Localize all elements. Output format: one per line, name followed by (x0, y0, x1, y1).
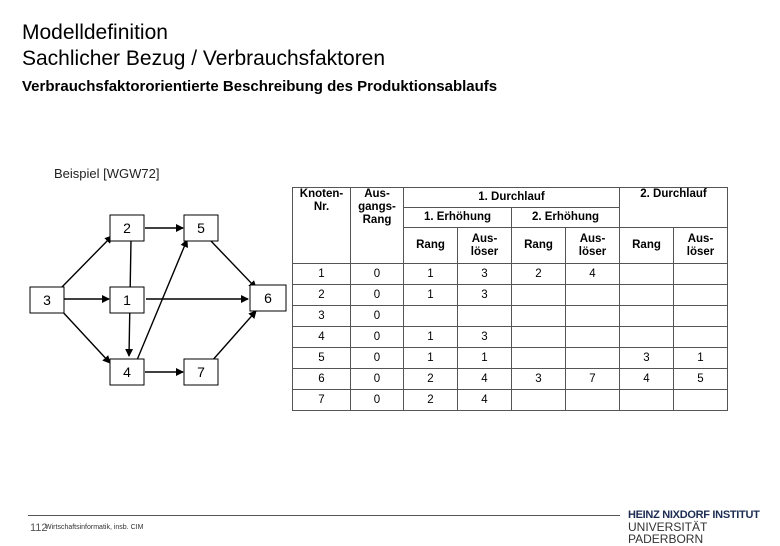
node-5 (184, 215, 218, 241)
cell (566, 285, 620, 306)
svg-text:4: 4 (123, 364, 131, 380)
cell (458, 306, 512, 327)
table-row (293, 348, 728, 369)
cell: 5 (293, 348, 351, 369)
node-4 (110, 359, 144, 385)
cell (620, 264, 674, 285)
cell: 0 (351, 306, 404, 327)
cell: 6 (293, 369, 351, 390)
cell: 1 (293, 264, 351, 285)
header-ausloeser: Aus- löser (458, 228, 512, 264)
cell: 2 (404, 369, 458, 390)
cell: 1 (458, 348, 512, 369)
cell: 4 (293, 327, 351, 348)
cell (674, 264, 728, 285)
cell: 1 (404, 285, 458, 306)
cell (674, 327, 728, 348)
node-7 (184, 359, 218, 385)
cell (674, 306, 728, 327)
precedence-graph (0, 0, 290, 400)
edge-7-6 (211, 311, 256, 362)
table-row (293, 264, 728, 285)
node-3 (30, 287, 64, 313)
cell: 0 (351, 348, 404, 369)
svg-text:7: 7 (197, 364, 205, 380)
cell (674, 285, 728, 306)
cell: 0 (351, 264, 404, 285)
cell: 0 (351, 327, 404, 348)
cell: 7 (293, 390, 351, 411)
svg-text:5: 5 (197, 220, 205, 236)
edge-5-6 (210, 240, 256, 288)
logo-line-1: HEINZ NIXDORF INSTITUT (628, 509, 760, 521)
svg-text:3: 3 (43, 292, 51, 308)
cell (566, 306, 620, 327)
cell: 0 (351, 369, 404, 390)
cell: 4 (566, 264, 620, 285)
cell: 1 (404, 327, 458, 348)
cell: 0 (351, 390, 404, 411)
svg-text:1: 1 (123, 292, 131, 308)
page-number: 112 (30, 522, 48, 534)
graph-nodes (30, 215, 286, 385)
cell: 3 (458, 264, 512, 285)
cell: 5 (674, 369, 728, 390)
node-6 (250, 285, 286, 311)
header-ausloeser: Aus- löser (674, 228, 728, 264)
cell: 0 (351, 285, 404, 306)
node-1 (110, 287, 144, 313)
cell: 4 (458, 390, 512, 411)
cell: 4 (458, 369, 512, 390)
page-subtitle: Verbrauchsfaktororientierte Beschreibung des Produktionsablaufs (22, 78, 498, 95)
table-row (293, 285, 728, 306)
svg-text:2: 2 (123, 220, 131, 236)
cell (566, 327, 620, 348)
cell: 2 (404, 390, 458, 411)
cell: 7 (566, 369, 620, 390)
header-erhoehung-2: 2. Erhöhung (512, 208, 620, 228)
svg-text:6: 6 (264, 290, 272, 306)
cell: 3 (620, 348, 674, 369)
cell (512, 285, 566, 306)
node-2 (110, 215, 144, 241)
header-rang: Rang (620, 228, 674, 264)
cell (512, 306, 566, 327)
edge-3-2 (60, 236, 112, 289)
table-row (293, 390, 728, 411)
cell: 3 (458, 327, 512, 348)
cell (620, 390, 674, 411)
table-row (293, 306, 728, 327)
footer-divider (28, 515, 620, 516)
header-durchlauf-2: 2. Durchlauf (620, 188, 728, 228)
title-line-1: Modelldefinition (22, 21, 168, 44)
graph-edges (60, 228, 256, 372)
cell: 3 (458, 285, 512, 306)
cell: 1 (674, 348, 728, 369)
header-durchlauf-1: 1. Durchlauf (404, 188, 620, 208)
edge-3-4 (60, 309, 110, 363)
cell (512, 390, 566, 411)
header-ausloeser: Aus- löser (566, 228, 620, 264)
title-line-2: Sachlicher Bezug / Verbrauchsfaktoren (22, 47, 386, 70)
cell: 3 (512, 369, 566, 390)
cell: 1 (404, 348, 458, 369)
cell: 4 (620, 369, 674, 390)
cell (620, 285, 674, 306)
cell (566, 390, 620, 411)
cell (512, 348, 566, 369)
cell: 3 (293, 306, 351, 327)
verbrauchsfaktor-table (292, 187, 728, 411)
header-ausgangsrang: Aus- gangs- Rang (351, 188, 404, 264)
cell: 2 (293, 285, 351, 306)
header-knoten-nr: Knoten- Nr. (293, 188, 351, 264)
header-rang: Rang (512, 228, 566, 264)
cell (620, 327, 674, 348)
header-erhoehung-1: 1. Erhöhung (404, 208, 512, 228)
cell (620, 306, 674, 327)
cell (674, 390, 728, 411)
table-row (293, 327, 728, 348)
logo-line-2: UNIVERSITÄT PADERBORN (628, 520, 708, 546)
example-label: Beispiel [WGW72] (54, 166, 160, 181)
cell (404, 306, 458, 327)
cell: 1 (404, 264, 458, 285)
cell (566, 348, 620, 369)
cell (512, 327, 566, 348)
cell: 2 (512, 264, 566, 285)
footer-text: Wirtschaftsinformatik, insb. CIM (45, 524, 144, 531)
table-row (293, 369, 728, 390)
header-rang: Rang (404, 228, 458, 264)
